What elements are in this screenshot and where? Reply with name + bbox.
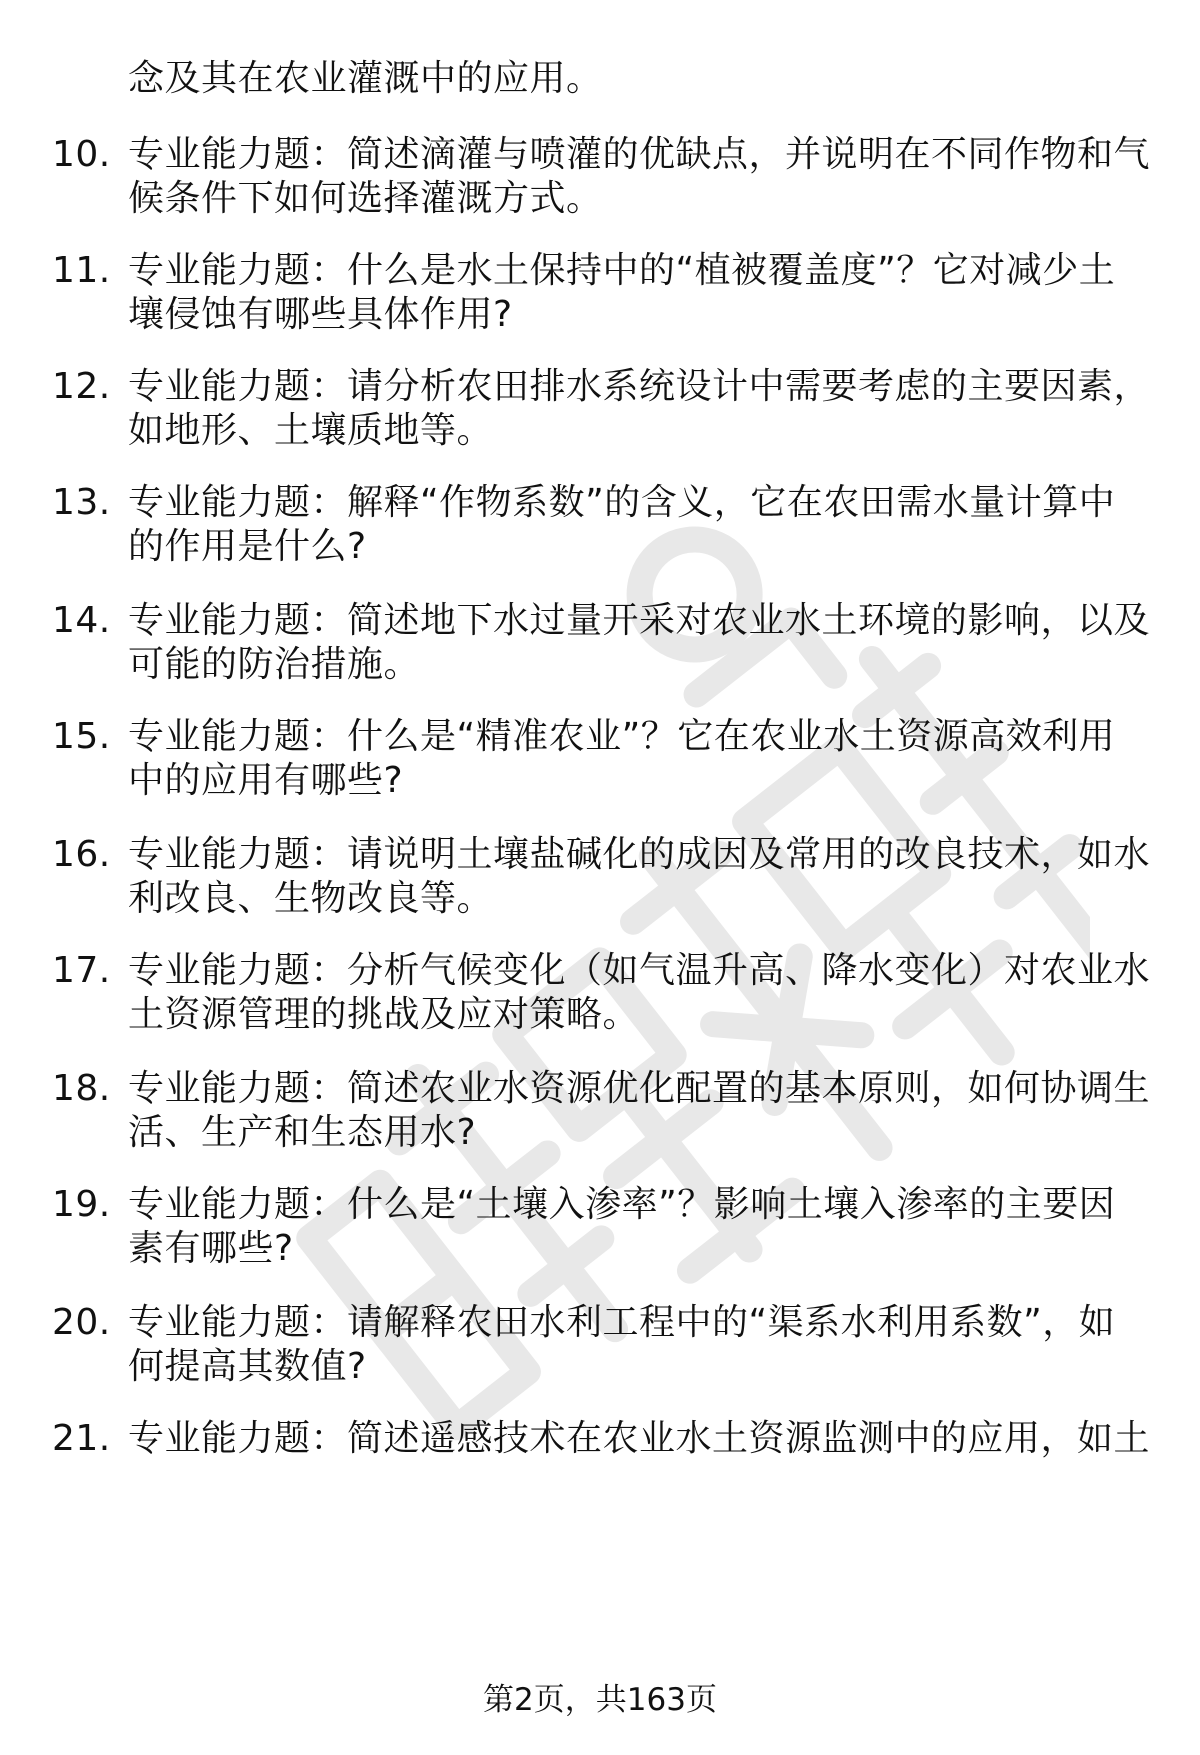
question-text-line: 何提高其数值? bbox=[128, 1346, 367, 1387]
question-text-line: 候条件下如何选择灌溉方式。 bbox=[128, 178, 603, 219]
question-text-line: 专业能力题：什么是“精准农业”？它在农业水土资源高效利用 bbox=[128, 716, 1116, 757]
question-text-line: 土资源管理的挑战及应对策略。 bbox=[128, 994, 640, 1035]
question-number: 19. bbox=[52, 1184, 111, 1225]
question-text-line: 专业能力题：什么是“土壤入渗率”？影响土壤入渗率的主要因 bbox=[128, 1184, 1116, 1225]
question-number: 17. bbox=[52, 950, 111, 991]
question-number: 18. bbox=[52, 1068, 111, 1109]
question-text-line: 专业能力题：分析气候变化（如气温升高、降水变化）对农业水 bbox=[128, 950, 1151, 991]
question-text-line: 壤侵蚀有哪些具体作用? bbox=[128, 294, 513, 335]
question-number: 10. bbox=[52, 134, 111, 175]
question-text-line: 中的应用有哪些? bbox=[128, 760, 404, 801]
question-number: 11. bbox=[52, 250, 111, 291]
question-text-line: 专业能力题：简述农业水资源优化配置的基本原则，如何协调生 bbox=[128, 1068, 1151, 1109]
question-text-line: 专业能力题：请分析农田排水系统设计中需要考虑的主要因素， bbox=[128, 366, 1151, 407]
question-text-line: 专业能力题：什么是水土保持中的“植被覆盖度”？它对减少土 bbox=[128, 250, 1116, 291]
question-text-line: 专业能力题：请解释农田水利工程中的“渠系水利用系数”，如 bbox=[128, 1302, 1116, 1343]
question-text-line: 专业能力题：请说明土壤盐碱化的成因及常用的改良技术，如水 bbox=[128, 834, 1151, 875]
question-text-line: 活、生产和生态用水? bbox=[128, 1112, 477, 1153]
question-text-line: 素有哪些? bbox=[128, 1228, 294, 1269]
question-text-line: 的作用是什么? bbox=[128, 526, 367, 567]
question-number: 21. bbox=[52, 1418, 111, 1459]
question-text-line: 专业能力题：解释“作物系数”的含义，它在农田需水量计算中 bbox=[128, 482, 1116, 523]
question-text-line: 可能的防治措施。 bbox=[128, 644, 421, 685]
question-number: 14. bbox=[52, 600, 111, 641]
question-text-line: 专业能力题：简述遥感技术在农业水土资源监测中的应用，如土 bbox=[128, 1418, 1151, 1459]
question-text-line: 专业能力题：简述滴灌与喷灌的优缺点，并说明在不同作物和气 bbox=[128, 134, 1151, 175]
question-text-line: 专业能力题：简述地下水过量开采对农业水土环境的影响，以及 bbox=[128, 600, 1151, 641]
question-number: 13. bbox=[52, 482, 111, 523]
question-text-line: 如地形、土壤质地等。 bbox=[128, 410, 494, 451]
question-number: 12. bbox=[52, 366, 111, 407]
page-footer: 第2页，共163页 bbox=[483, 1682, 717, 1718]
question-number: 15. bbox=[52, 716, 111, 757]
question-number: 20. bbox=[52, 1302, 111, 1343]
question-text-line: 利改良、生物改良等。 bbox=[128, 878, 494, 919]
question-number: 16. bbox=[52, 834, 111, 875]
continuation-text: 念及其在农业灌溉中的应用。 bbox=[128, 58, 603, 99]
